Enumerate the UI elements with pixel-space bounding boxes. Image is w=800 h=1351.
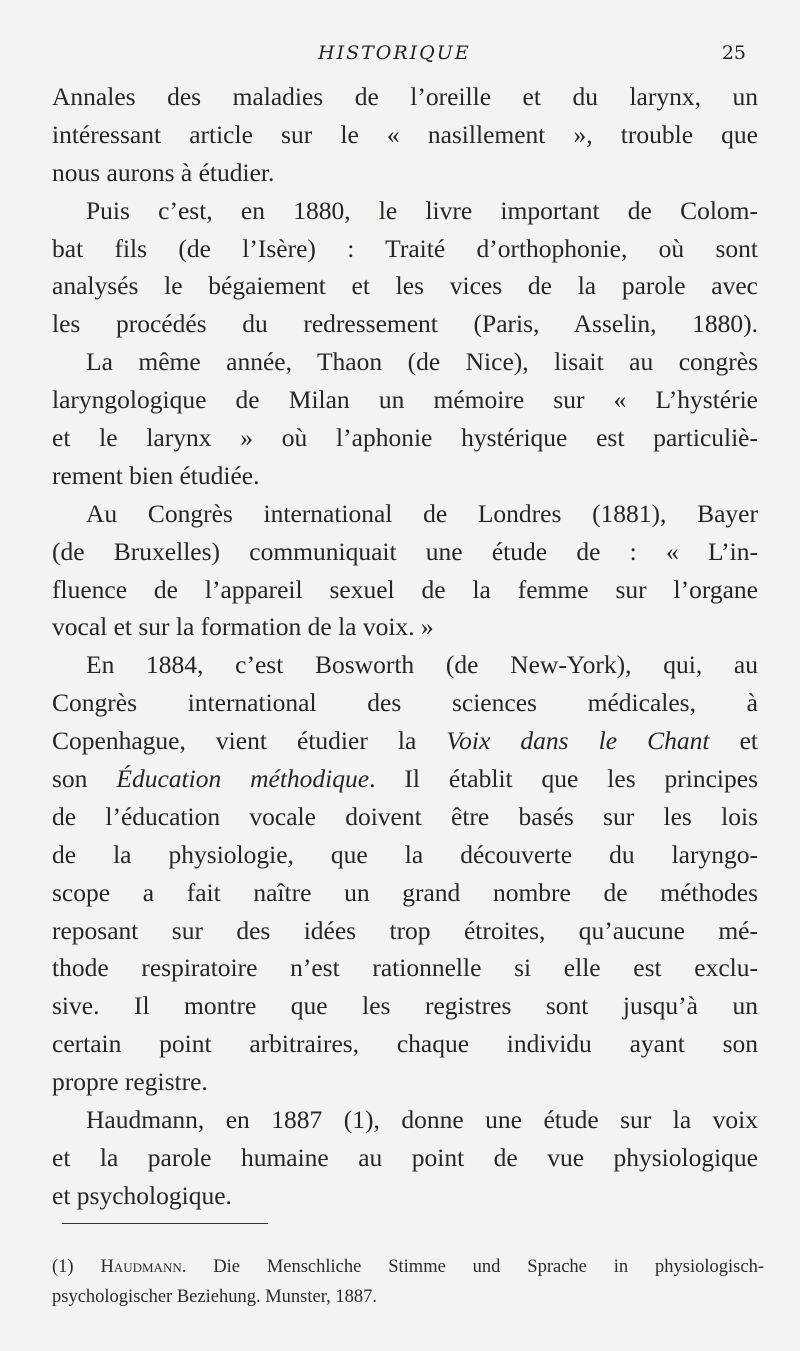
footnote-author: Haudmann (100, 1257, 182, 1277)
text-line: et le larynx » où l’aphonie hystérique est particuliè- (52, 423, 758, 453)
text-line (52, 760, 758, 798)
footnote-marker: (1) (52, 1257, 74, 1277)
text-line (52, 722, 758, 760)
text-line: fluence de l’appareil sexuel de la femme sur l’organe (52, 574, 758, 604)
footnote-text: . Die Menschliche Stimme und Sprache in physiologisch- (181, 1257, 764, 1277)
text-line: certain point arbitraires, chaque individu ayant son (52, 1029, 758, 1059)
paragraph-annales (52, 78, 758, 192)
paragraph-bosworth (52, 646, 758, 1101)
text-line: La même année, Thaon (de Nice), lisait au congrès (86, 347, 758, 377)
body-text (52, 78, 758, 1215)
text-line: vocal et sur la formation de la voix. » (52, 612, 434, 642)
text-line: et la parole humaine au point de vue physiologique (52, 1142, 758, 1172)
text-line: propre registre. (52, 1067, 208, 1097)
text-line: Puis c’est, en 1880, le livre important de Colom- (86, 195, 758, 225)
text-line: Congrès international des sciences médicales, à (52, 688, 758, 718)
text-line: En 1884, c’est Bosworth (de New-York), qui, au (86, 650, 758, 680)
paragraph-colombat (52, 192, 758, 344)
footnote-rule (62, 1223, 268, 1224)
text-line: scope a fait naître un grand nombre de méthodes (52, 877, 758, 907)
footnote-line: psychologischer Beziehung. Munster, 1887. (52, 1287, 378, 1307)
running-title: HISTORIQUE (318, 42, 471, 64)
text-line: intéressant article sur le « nasillement », trouble que (52, 119, 758, 149)
page-number: 25 (721, 42, 746, 64)
text-line: (de Bruxelles) communiquait une étude de : « L’in- (52, 536, 758, 566)
text-line: analysés le bégaiement et les vices de la parole avec (52, 271, 758, 301)
text-line: rement bien étudiée. (52, 460, 260, 490)
page-header (0, 42, 800, 72)
paragraph-bayer (52, 495, 758, 647)
footnote-line (52, 1252, 764, 1282)
text-run: Copenhague, vient étudier la (52, 726, 417, 756)
text-line: de l’éducation vocale doivent être basés sur les lois (52, 801, 758, 831)
paragraph-haudmann (52, 1101, 758, 1215)
text-line: Haudmann, en 1887 (1), donne une étude sur la voix (86, 1105, 758, 1135)
text-run: et (739, 726, 759, 756)
text-line: sive. Il montre que les registres sont jusqu’à un (52, 991, 758, 1021)
text-line: de la physiologie, que la découverte du laryngo- (52, 839, 758, 869)
text-line: nous aurons à étudier. (52, 157, 275, 187)
text-line: les procédés du redressement (Paris, Asselin, 1880). (52, 309, 758, 339)
paragraph-thaon (52, 343, 758, 495)
text-run: . Il établit que les principes (369, 764, 759, 794)
italic-title: Voix dans le Chant (446, 726, 710, 756)
text-run: son (52, 764, 88, 794)
text-line: et psychologique. (52, 1180, 232, 1210)
footnote (52, 1252, 764, 1312)
italic-title: Éducation méthodique (116, 764, 370, 794)
text-line: Annales des maladies de l’oreille et du larynx, un (52, 82, 758, 111)
text-line: bat fils (de l’Isère) : Traité d’orthophonie, où sont (52, 233, 758, 263)
text-line: reposant sur des idées trop étroites, qu’aucune mé- (52, 915, 758, 945)
text-line: Au Congrès international de Londres (1881), Bayer (86, 498, 758, 528)
text-line: thode respiratoire n’est rationnelle si elle est exclu- (52, 953, 758, 983)
text-line: laryngologique de Milan un mémoire sur « L’hystérie (52, 385, 758, 415)
